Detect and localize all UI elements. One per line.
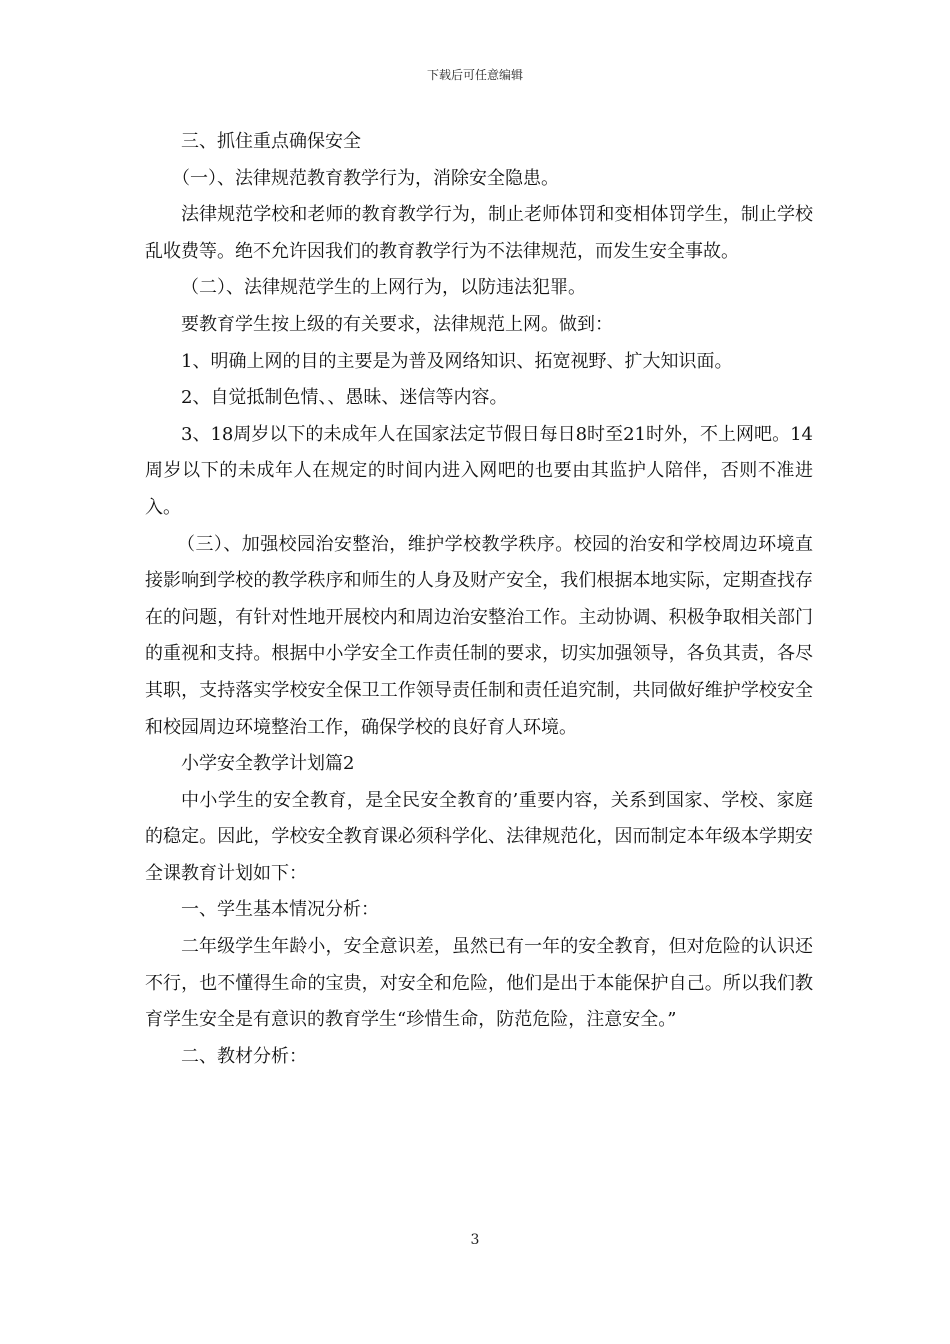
page-number: 3 — [470, 1232, 480, 1248]
paragraph: （一）、法律规范教育教学行为，消除安全隐患。 — [172, 167, 559, 189]
paragraph: 要教育学生按上级的有关要求，法律规范上网。做到： — [181, 313, 613, 335]
paragraph: 中小学生的安全教育，是全民安全教育的’重要内容，关系到国家、学校、家庭的稳定。因此，学校安全教育课必须科学化、法律规范化，因而制定本年级本学期安全课教育计划如下： — [145, 789, 813, 884]
paragraph: 一、学生基本情况分析： — [181, 899, 379, 921]
paragraph: 二、教材分析： — [181, 1045, 307, 1067]
paragraph: 二年级学生年龄小，安全意识差，虽然已有一年的安全教育，但对危险的认识还不行，也不懂得生命的宝贵，对安全和危险，他们是出于本能保护自己。所以我们教育学生安全是有意识的教育学生“珍惜生命，防范危险，注意安全。” — [145, 936, 813, 1031]
paragraph: （三）、加强校园治安整治，维护学校教学秩序。校园的治安和学校周边环境直接影响到学校的教学秩序和师生的人身及财产安全，我们根据本地实际，定期查找存在的问题，有针对性地开展校内和周边治安整治工作。主动协调、积极争取相关部门的重视和支持。根据中小学安全工作责任制的要求，切实加强领导，各负其责，各尽其职，支持落实学校安全保卫工作领导责任制和责任追究制，共同做好维护学校安全和校园周边环境整治工作，确保学校的良好育人环境。 — [145, 533, 813, 738]
paragraph: 三、抓住重点确保安全 — [181, 131, 361, 152]
paragraph: 2、自觉抵制色情、、愚昧、迷信等内容。 — [181, 387, 508, 409]
section-title: 小学安全教学计划篇2 — [181, 753, 355, 775]
paragraph: 1、明确上网的目的主要是为普及网络知识、拓宽视野、扩大知识面。 — [181, 350, 733, 372]
paragraph: 3、18周岁以下的未成年人在国家法定节假日每日8时至21时外，不上网吧。14周岁以下的未成年人在规定的时间内进入网吧的也要由其监护人陪伴，否则不准进入。 — [145, 423, 813, 518]
paragraph: 法律规范学校和老师的教育教学行为，制止老师体罚和变相体罚学生，制止学校乱收费等。绝不允许因我们的教育教学行为不法律规范，而发生安全事故。 — [145, 204, 813, 262]
paragraph: （二）、法律规范学生的上网行为，以防违法犯罪。 — [181, 277, 586, 299]
document-body — [145, 124, 813, 1075]
page-header: 下载后可任意编辑 — [426, 68, 523, 82]
